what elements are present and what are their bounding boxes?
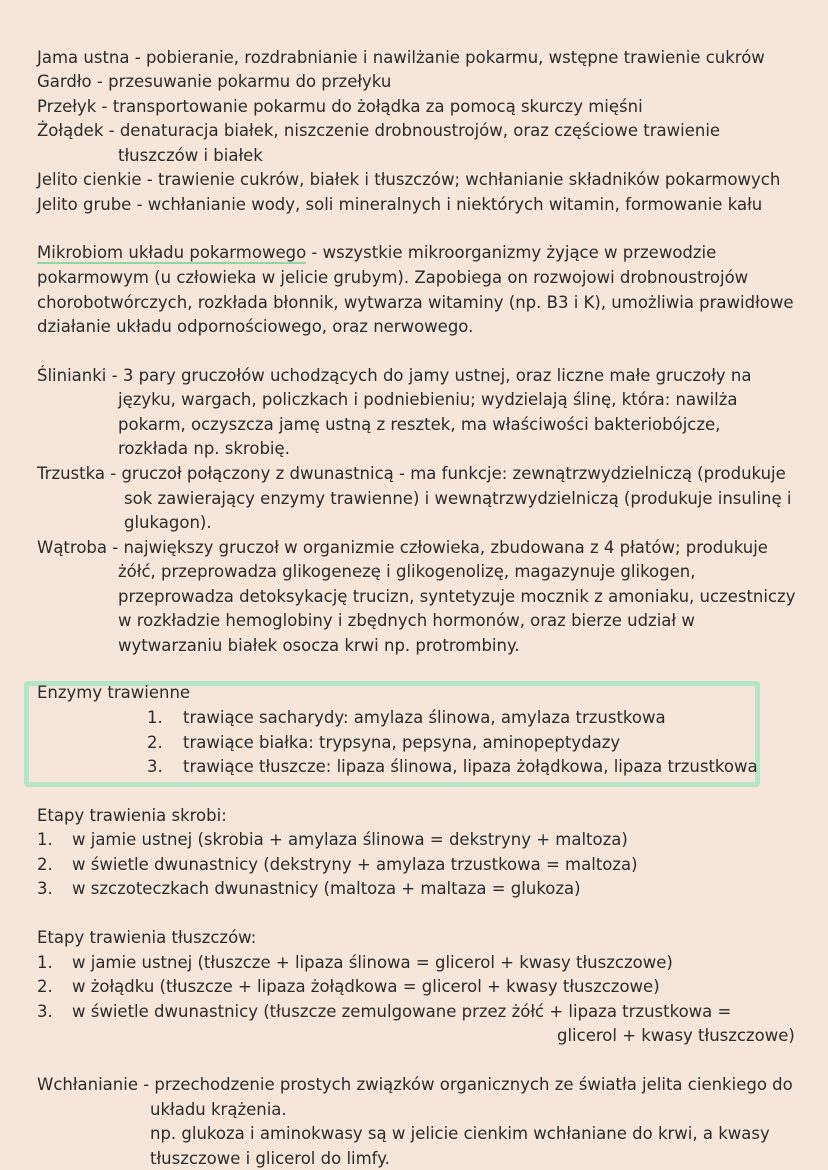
starch-item: w świetle dwunastnicy (dekstryny + amylaza trzustkowa = maltoza) <box>72 855 638 874</box>
fats-item-continuation: glicerol + kwasy tłuszczowe) <box>557 1026 795 1045</box>
starch-number: 2. <box>37 855 53 874</box>
gland-line-liver: Wątroba - największy gruczoł w organizmie człowieka, zbudowana z 4 płatów; produkuje <box>37 538 768 557</box>
starch-item: w szczoteczkach dwunastnicy (maltoza + maltaza = glukoza) <box>72 879 581 898</box>
gland-line: glukagon). <box>124 513 212 532</box>
fats-number: 2. <box>37 977 53 996</box>
gland-line: przeprowadza detoksykację trucizn, syntetyzuje mocznik z amoniaku, uczestniczy <box>118 587 796 606</box>
fats-number: 1. <box>37 953 53 972</box>
fats-title: Etapy trawienia tłuszczów: <box>37 928 257 947</box>
organ-line-stomach-cont: tłuszczów i białek <box>118 146 263 165</box>
organ-line-mouth: Jama ustna - pobieranie, rozdrabnianie i nawilżanie pokarmu, wstępne trawienie cukrów <box>37 48 765 67</box>
gland-line: języku, wargach, policzkach i podniebieniu; wydzielają ślinę, która: nawilża <box>118 390 738 409</box>
enzyme-item: trawiące białka: trypsyna, pepsyna, aminopeptydazy <box>183 733 621 752</box>
microbiome-line <box>37 242 716 264</box>
fats-item: w jamie ustnej (tłuszcze + lipaza ślinowa = glicerol + kwasy tłuszczowe) <box>72 953 673 972</box>
absorption-line: układu krążenia. <box>150 1100 287 1119</box>
gland-line-salivary: Ślinianki - 3 pary gruczołów uchodzących do jamy ustnej, oraz liczne małe gruczoły na <box>37 366 752 385</box>
gland-line: żółć, przeprowadza glikogenezę i glikogenolizę, magazynuje glikogen, <box>118 562 696 581</box>
enzymes-title: Enzymy trawienne <box>37 683 191 702</box>
enzyme-number: 3. <box>147 757 163 776</box>
fats-item: w świetle dwunastnicy (tłuszcze zemulgowane przez żółć + lipaza trzustkowa = <box>72 1002 732 1021</box>
starch-number: 1. <box>37 830 53 849</box>
fats-number: 3. <box>37 1002 53 1021</box>
organ-line-small-intestine: Jelito cienkie - trawienie cukrów, białek i tłuszczów; wchłanianie składników pokarmowych <box>37 170 781 189</box>
organ-line-throat: Gardło - przesuwanie pokarmu do przełyku <box>37 72 392 91</box>
absorption-line: Wchłanianie - przechodzenie prostych związków organicznych ze światła jelita cienkiego do <box>37 1075 793 1094</box>
microbiome-definition: - wszystkie mikroorganizmy żyjące w przewodzie <box>306 243 717 262</box>
gland-line: wytwarzaniu białek osocza krwi np. protrombiny. <box>118 636 520 655</box>
gland-line: rozkłada np. skrobię. <box>118 439 290 458</box>
enzyme-number: 2. <box>147 733 163 752</box>
gland-line: pokarm, oczyszcza jamę ustną z resztek, ma właściwości bakteriobójcze, <box>118 415 721 434</box>
enzyme-item: trawiące tłuszcze: lipaza ślinowa, lipaza żołądkowa, lipaza trzustkowa <box>183 757 758 776</box>
starch-title: Etapy trawienia skrobi: <box>37 806 227 825</box>
starch-number: 3. <box>37 879 53 898</box>
microbiome-line: pokarmowym (u człowieka w jelicie grubym). Zapobiega on rozwojowi drobnoustrojów <box>37 268 749 287</box>
starch-item: w jamie ustnej (skrobia + amylaza ślinowa = dekstryny + maltoza) <box>72 830 628 849</box>
enzyme-number: 1. <box>147 708 163 727</box>
organ-line-stomach: Żołądek - denaturacja białek, niszczenie drobnoustrojów, oraz częściowe trawienie <box>37 121 721 140</box>
microbiome-term: Mikrobiom układu pokarmowego <box>37 243 307 262</box>
microbiome-line: działanie układu odpornościowego, oraz nerwowego. <box>37 317 474 336</box>
organ-line-esophagus: Przełyk - transportowanie pokarmu do żołądka za pomocą skurczy mięśni <box>37 97 643 116</box>
gland-line: w rozkładzie hemoglobiny i zbędnych hormonów, oraz bierze udział w <box>118 611 695 630</box>
gland-line: sok zawierający enzymy trawienne) i wewnątrzwydzielniczą (produkuje insulinę i <box>124 489 792 508</box>
absorption-line: tłuszczowe i glicerol do limfy. <box>150 1149 390 1168</box>
organ-line-large-intestine: Jelito grube - wchłanianie wody, soli mineralnych i niektórych witamin, formowanie kału <box>37 195 763 214</box>
enzyme-item: trawiące sacharydy: amylaza ślinowa, amylaza trzustkowa <box>183 708 666 727</box>
absorption-line: np. glukoza i aminokwasy są w jelicie cienkim wchłaniane do krwi, a kwasy <box>150 1124 770 1143</box>
fats-item: w żołądku (tłuszcze + lipaza żołądkowa = glicerol + kwasy tłuszczowe) <box>72 977 660 996</box>
microbiome-line: chorobotwórczych, rozkłada błonnik, wytwarza witaminy (np. B3 i K), umożliwia prawidłowe <box>37 293 794 312</box>
gland-line-pancreas: Trzustka - gruczoł połączony z dwunastnicą - ma funkcje: zewnątrzwydzielniczą (produkuje <box>37 464 786 483</box>
